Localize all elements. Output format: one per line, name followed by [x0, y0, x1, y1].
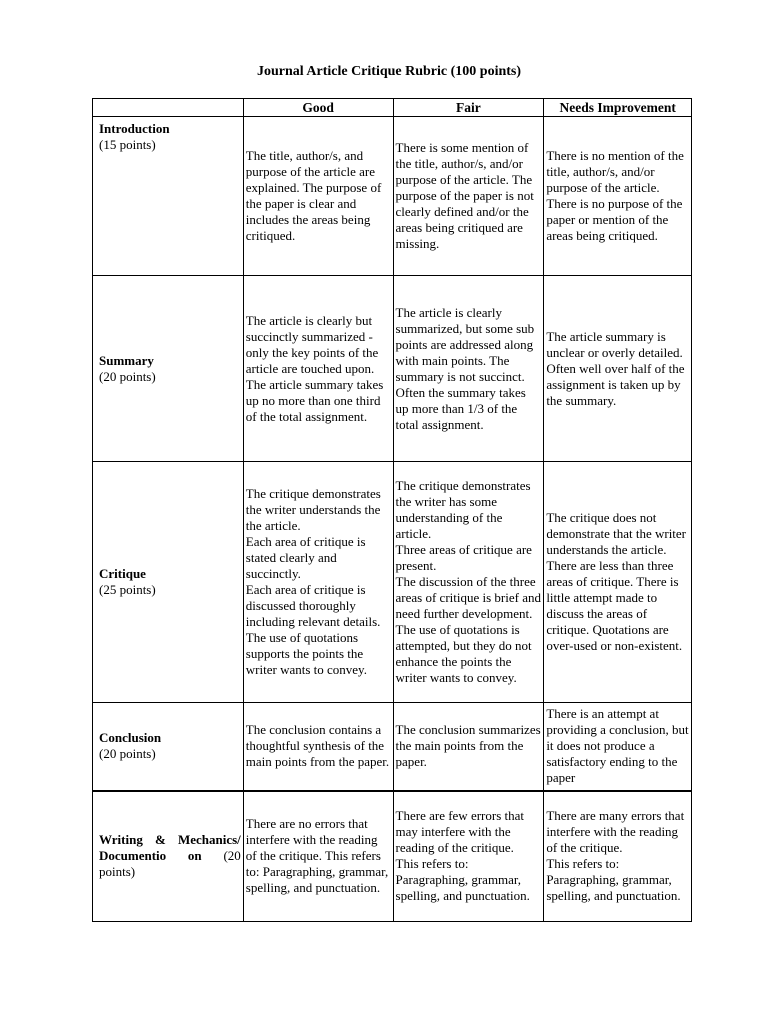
criterion-name: Critique — [99, 566, 146, 581]
header-good: Good — [243, 99, 393, 117]
criterion-name: Introduction — [99, 121, 170, 136]
good-cell: The conclusion contains a thoughtful synthesis of the main points from the paper. — [243, 703, 393, 791]
table-row — [93, 117, 692, 276]
fair-cell: The conclusion summarizes the main points from the paper. — [393, 703, 544, 791]
needs-improvement-cell: The critique does not demonstrate that the writer understands the article. There are less than three areas of critique. There is little attempt made to discuss the areas of critique. Quotations are over-used or non-existent. — [544, 462, 692, 703]
criterion-name: Writing & Mechanics/ Documentio on — [99, 832, 241, 864]
needs-improvement-cell: There are many errors that interfere with the reading of the critique. This refers to: Paragraphing, grammar, spelling, and punctuation. — [544, 791, 692, 922]
rubric-table — [92, 98, 692, 922]
document-title: Journal Article Critique Rubric (100 points) — [256, 64, 522, 79]
header-needs-improvement: Needs Improvement — [544, 99, 692, 117]
header-fair: Fair — [393, 99, 544, 117]
good-cell: The title, author/s, and purpose of the article are explained. The purpose of the paper is clear and includes the areas being critiqued. — [243, 117, 393, 276]
table-row — [93, 276, 692, 462]
criterion-cell — [93, 462, 244, 703]
good-cell: The critique demonstrates the writer understands the the article. Each area of critique is stated clearly and succinctly. Each area of critique is discussed thoroughly including relevant details. The use of quotations supports the points the writer wants to convey. — [243, 462, 393, 703]
good-cell: There are no errors that interfere with the reading of the critique. This refers to: Paragraphing, grammar, spelling, and punctuation. — [243, 791, 393, 922]
fair-cell: The critique demonstrates the writer has some understanding of the article. Three areas of critique are present. The discussion of the three areas of critique is brief and need further development. The use of quotations is attempted, but they do not enhance the points the writer wants to convey. — [393, 462, 544, 703]
criterion-cell — [93, 791, 244, 922]
header-row — [93, 99, 692, 117]
criterion-name: Conclusion — [99, 730, 162, 746]
criterion-points: (25 points) — [99, 582, 156, 597]
criterion-cell — [93, 703, 244, 791]
criterion-points: (20 points) — [99, 368, 156, 384]
criterion-cell — [93, 276, 244, 462]
fair-cell: There are few errors that may interfere with the reading of the critique. This refers to: Paragraphing, grammar, spelling, and punctuation. — [393, 791, 544, 922]
fair-cell: The article is clearly summarized, but some sub points are addressed along with main points. The summary is not succinct. Often the summary takes up more than 1/3 of the total assignment. — [393, 276, 544, 462]
needs-improvement-cell: There is an attempt at providing a conclusion, but it does not produce a satisfactory ending to the paper — [544, 703, 692, 791]
criterion-cell — [93, 117, 244, 276]
header-blank — [93, 99, 244, 117]
table-row — [93, 703, 692, 791]
needs-improvement-cell: The article summary is unclear or overly detailed. Often well over half of the assignment is taken up by the summary. — [544, 276, 692, 462]
good-cell: The article is clearly but succinctly summarized - only the key points of the article are touched upon. The article summary takes up no more than one third of the total assignment. — [243, 276, 393, 462]
criterion-points: (20 points) — [99, 746, 156, 762]
criterion-points: (20 points) — [99, 848, 241, 880]
needs-improvement-cell: There is no mention of the title, author/s, and/or purpose of the article. There is no purpose of the paper or mention of the areas being critiqued. — [544, 117, 692, 276]
table-row — [93, 791, 692, 922]
criterion-name: Summary — [99, 352, 154, 368]
table-row — [93, 462, 692, 703]
criterion-points: (15 points) — [99, 137, 156, 152]
fair-cell: There is some mention of the title, author/s, and/or purpose of the article. The purpose of the paper is not clearly defined and/or the areas being critiqued are missing. — [393, 117, 544, 276]
